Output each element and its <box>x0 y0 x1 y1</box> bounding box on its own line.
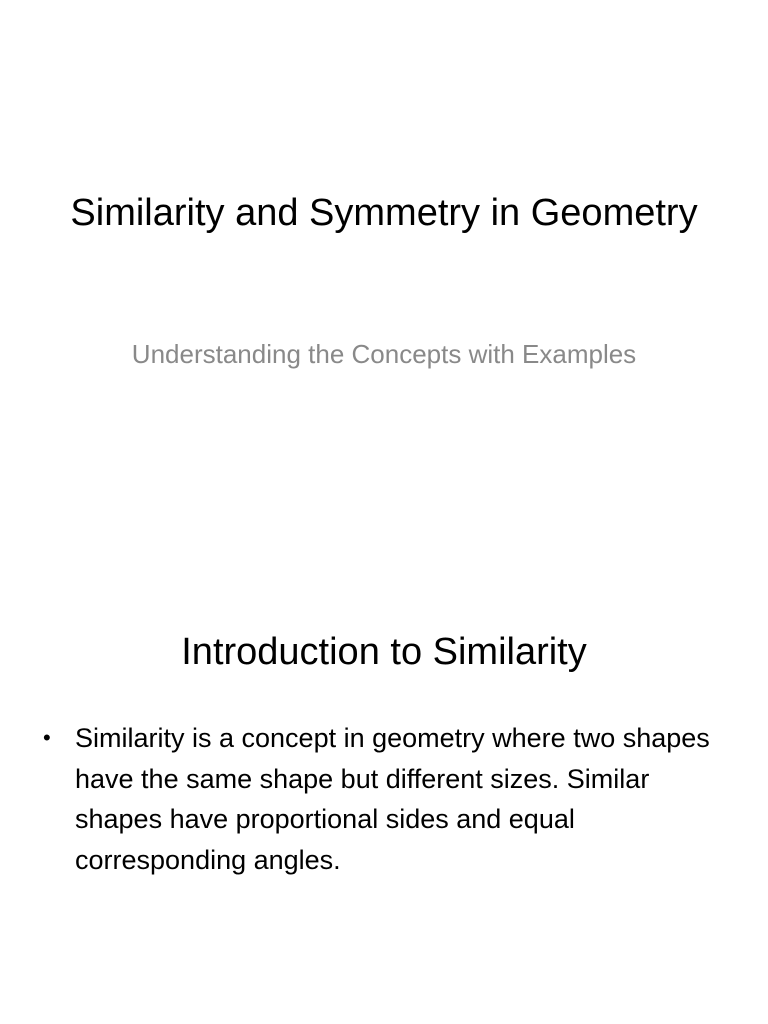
slide-subtitle: Understanding the Concepts with Examples <box>131 339 637 369</box>
bullet-item <box>40 718 720 880</box>
bullet-list <box>40 718 720 880</box>
slide-title: Similarity and Symmetry in Geometry <box>70 192 698 234</box>
bullet-text: Similarity is a concept in geometry where two shapes have the same shape but different sizes. Similar shapes have proportional sides and equal corresponding angles. <box>75 723 710 875</box>
bullet-icon: • <box>43 725 51 750</box>
slide-heading: Introduction to Similarity <box>181 631 587 673</box>
content-slide <box>0 512 768 1024</box>
